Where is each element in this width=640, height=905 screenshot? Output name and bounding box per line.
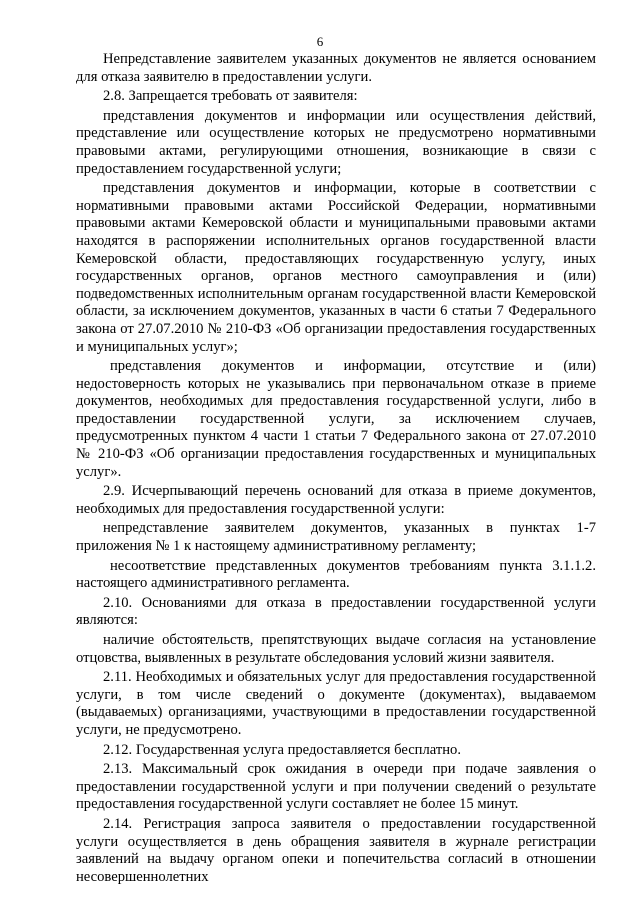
paragraph-2-10-heading: 2.10. Основаниями для отказа в предоставлении государственной услуги являются:: [76, 594, 596, 629]
paragraph-2-10-item-1: наличие обстоятельств, препятствующих выдаче согласия на установление отцовства, выявленных в результате обследования условий жизни заявителя.: [76, 632, 596, 666]
paragraph-2-9-heading: 2.9. Исчерпывающий перечень оснований для отказа в приеме документов, необходимых для предоставления государственной услуги:: [76, 483, 596, 517]
page-number: 6: [316, 34, 324, 49]
paragraph-2-11: 2.11. Необходимых и обязательных услуг для предоставления государственной услуги, в том числе сведений о документе (документах), выдаваемом (выдаваемых) организациями, участвующими в предоставлении государственной услуги, не предусмотрено.: [76, 669, 596, 738]
paragraph-2-12: 2.12. Государственная услуга предоставляется бесплатно.: [103, 741, 462, 758]
paragraph-non-submission-note: Непредставление заявителем указанных документов не является основанием для отказа заявителю в предоставлении услуги.: [76, 51, 596, 85]
paragraph-2-9-item-1: непредставление заявителем документов, указанных в пунктах 1-7 приложения № 1 к настоящему административному регламенту;: [76, 520, 596, 555]
paragraph-2-8-item-3: представления документов и информации, отсутствие и (или) недостоверность которых не указывались при первоначальном отказе в приеме документов, необходимых для предоставления государственной услуги, либо в предоставлении государственной услуги, за исключением случаев, предусмотренных пунктом 4 части 1 статьи 7 Федерального закона от 27.07.2010 № 210-ФЗ «Об организации предоставления государственных и муниципальных услуг».: [76, 358, 596, 480]
document-body: [76, 51, 596, 886]
paragraph-2-13: 2.13. Максимальный срок ожидания в очереди при подаче заявления о предоставлении государственной услуги и при получении сведений о результате предоставления государственной услуги составляет не более 15 минут.: [76, 761, 596, 813]
paragraph-2-14: 2.14. Регистрация запроса заявителя о предоставлении государственной услуги осуществляется в день обращения заявителя в журнале регистрации заявлений на выдачу органом опеки и попечительства согласий в отношении несовершеннолетних: [76, 815, 596, 885]
paragraph-2-9-item-2: несоответствие представленных документов требованиям пункта 3.1.1.2. настоящего административного регламента.: [76, 557, 596, 592]
paragraph-2-8-item-2: представления документов и информации, которые в соответствии с нормативными правовыми актами Российской Федерации, нормативными правовыми актами Кемеровской области и муниципальными правовыми актами находятся в распоряжении исполнительных органов государственной власти Кемеровской области, предоставляющих государственную услугу, иных государственных органов, органов местного самоуправления и (или) подведомственных исполнительным органам государственной власти Кемеровской области, за исключением документов, указанных в части 6 статьи 7 Федерального закона от 27.07.2010 № 210-ФЗ «Об организации предоставления государственных и муниципальных услуг»;: [76, 180, 596, 355]
paragraph-2-8-item-1: представления документов и информации или осуществления действий, представление или осуществление которых не предусмотрено нормативными правовыми актами, регулирующими отношения, возникающие в связи с предоставлением государственной услуги;: [76, 107, 596, 177]
paragraph-2-8-heading: 2.8. Запрещается требовать от заявителя:: [103, 88, 358, 105]
